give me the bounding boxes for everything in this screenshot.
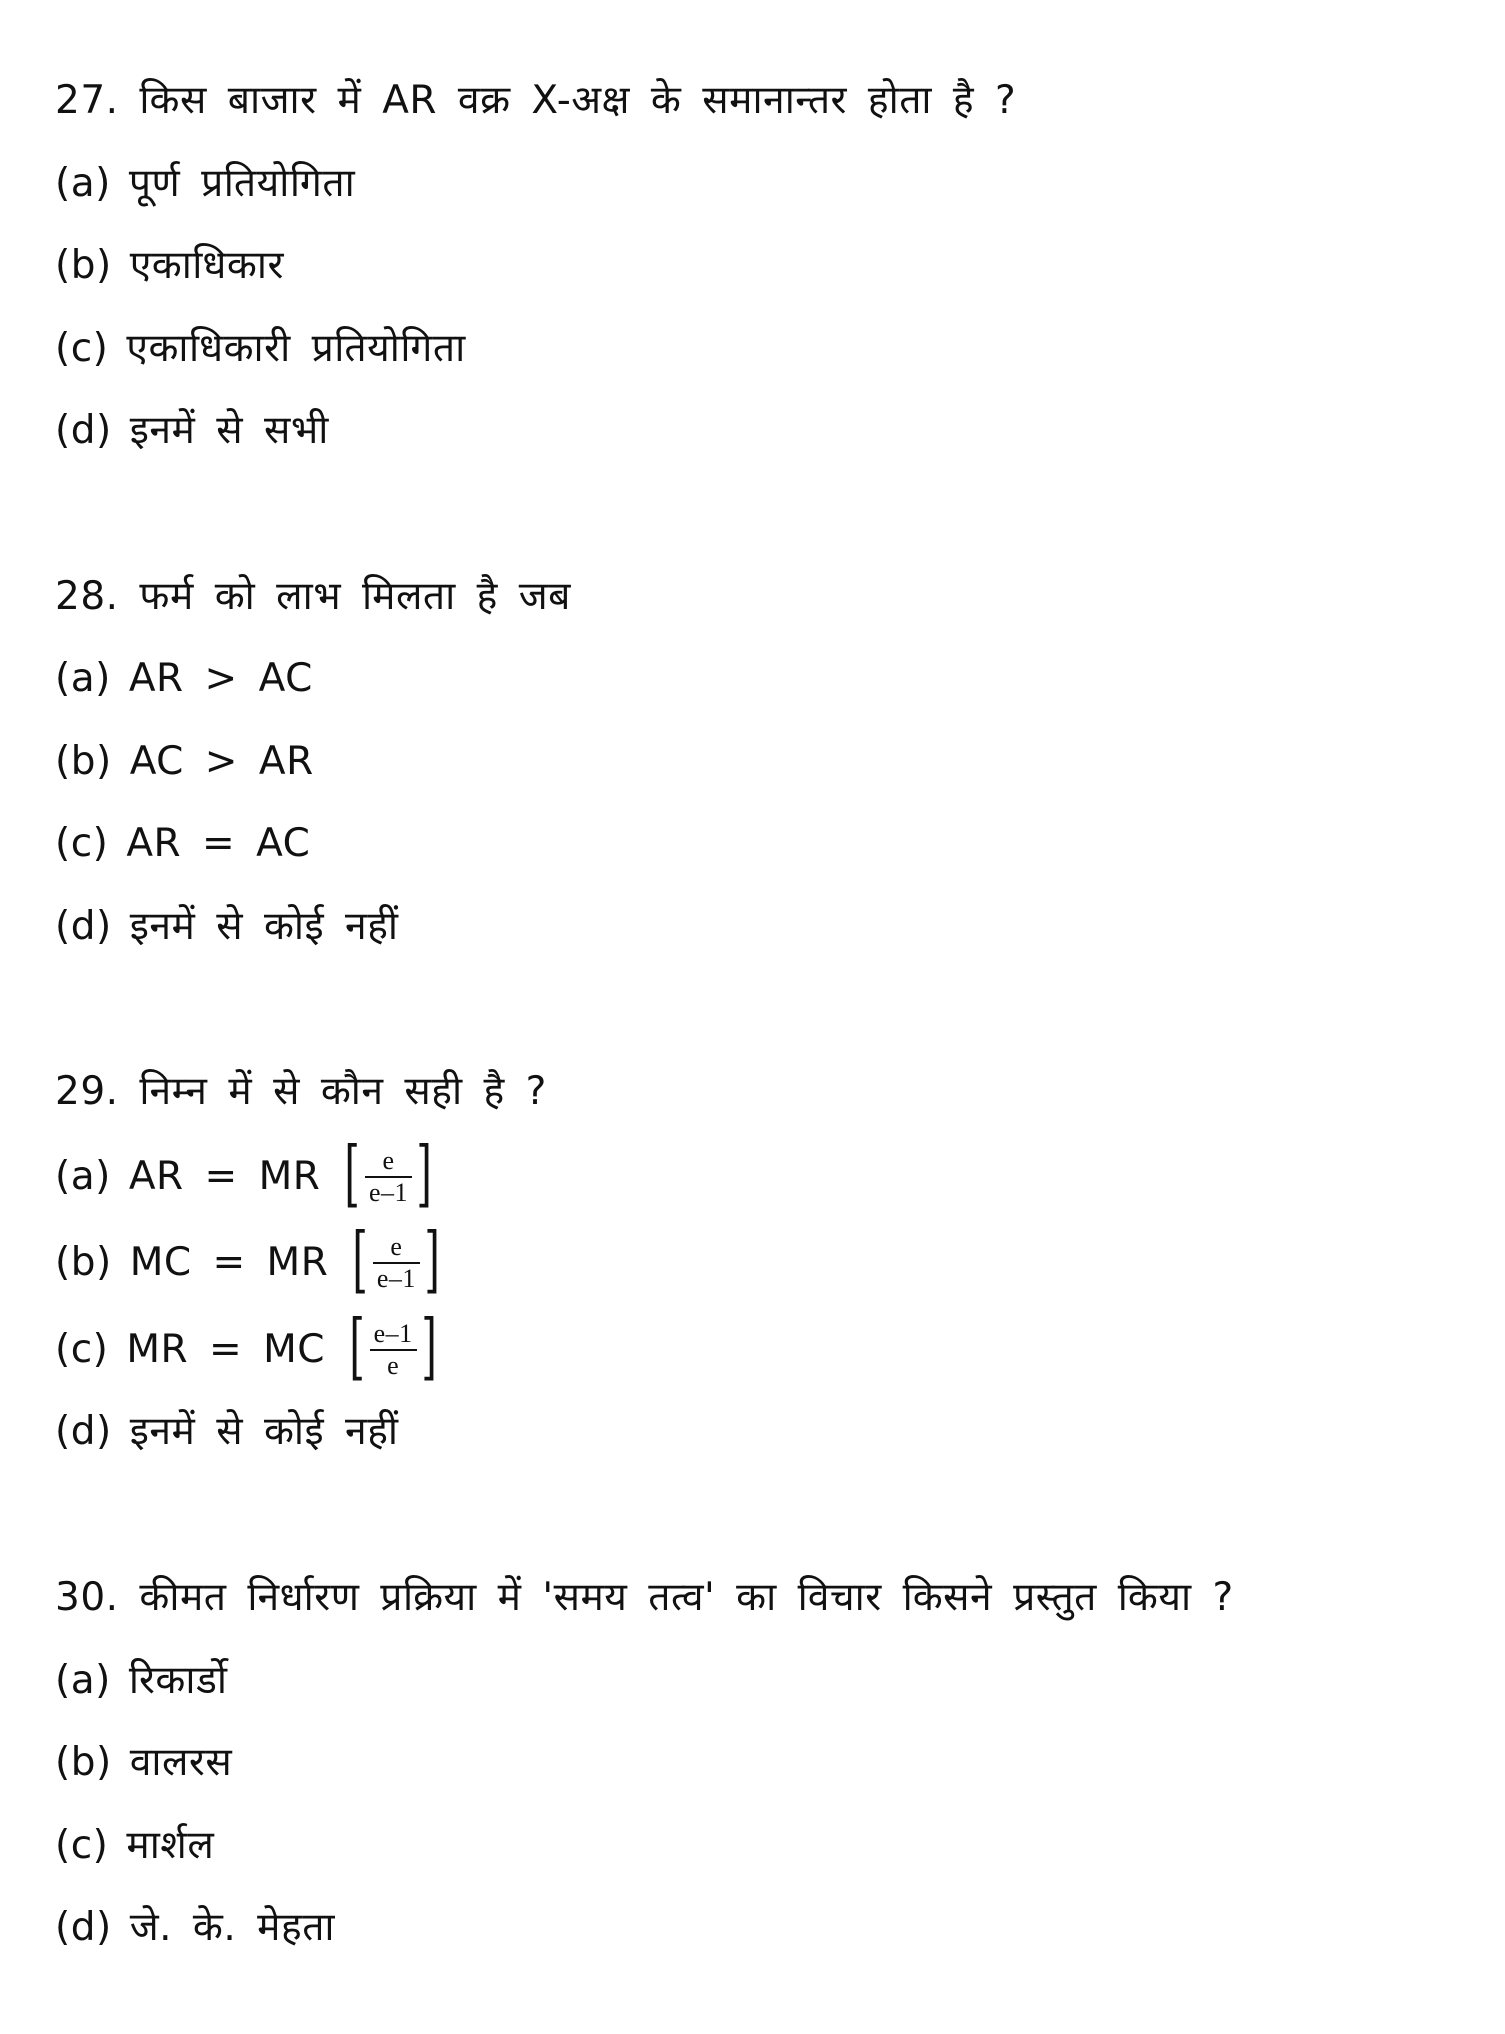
option-text: वालरस — [129, 1740, 233, 1785]
option-text: इनमें से सभी — [129, 408, 329, 453]
option-label: (b) — [55, 739, 112, 784]
right-bracket: ] — [424, 1217, 441, 1301]
option-label: (c) — [55, 326, 109, 371]
fraction-denominator: e–1 — [368, 1178, 408, 1207]
option-label: (b) — [55, 1740, 112, 1785]
q30-option-b[interactable] — [55, 1738, 232, 1788]
q30-option-d[interactable] — [55, 1903, 335, 1953]
option-label: (d) — [55, 1409, 112, 1454]
question-30-text: 30. कीमत निर्धारण प्रक्रिया में 'समय तत्व' का विचार किसने प्रस्तुत किया ? — [55, 1575, 1234, 1620]
q27-option-c[interactable] — [55, 324, 466, 374]
q28-option-c[interactable] — [55, 819, 310, 869]
option-text: इनमें से कोई नहीं — [129, 904, 399, 949]
bracketed-fraction — [338, 1131, 438, 1215]
option-label: (a) — [55, 1154, 111, 1199]
option-label: (c) — [55, 1327, 109, 1372]
fraction-numerator: e–1 — [373, 1319, 413, 1348]
option-text: जे. के. मेहता — [129, 1905, 336, 1950]
option-text: AC > AR — [129, 739, 314, 784]
q27-option-a[interactable] — [55, 159, 355, 209]
option-label: (a) — [55, 1658, 111, 1703]
option-label: (c) — [55, 1823, 109, 1868]
fraction-denominator: e — [387, 1351, 400, 1380]
option-text: AR > AC — [128, 656, 313, 701]
q28-option-d[interactable] — [55, 902, 399, 952]
bracketed-fraction — [346, 1217, 446, 1301]
fraction — [365, 1147, 412, 1207]
left-bracket: [ — [352, 1217, 369, 1301]
formula — [55, 1131, 439, 1215]
left-bracket: [ — [349, 1304, 366, 1388]
fraction-denominator: e–1 — [376, 1264, 416, 1293]
option-label: (d) — [55, 904, 112, 949]
option-text: एकाधिकारी प्रतियोगिता — [126, 326, 466, 371]
option-label: (a) — [55, 161, 111, 206]
option-text: मार्शल — [126, 1823, 215, 1868]
option-text: पूर्ण प्रतियोगिता — [128, 161, 356, 206]
option-text: एकाधिकार — [129, 243, 284, 288]
bracketed-fraction — [343, 1304, 443, 1388]
q29-option-d[interactable] — [55, 1407, 399, 1457]
right-bracket: ] — [416, 1131, 433, 1215]
q28-option-a[interactable] — [55, 654, 313, 704]
left-bracket: [ — [344, 1131, 361, 1215]
question-28-text: 28. फर्म को लाभ मिलता है जब — [55, 574, 571, 619]
q29-option-c[interactable] — [55, 1304, 443, 1388]
option-text: MC = MR — [129, 1240, 329, 1285]
option-label: (d) — [55, 1905, 112, 1950]
option-text: इनमें से कोई नहीं — [129, 1409, 399, 1454]
q29-option-b[interactable] — [55, 1217, 447, 1301]
option-label: (b) — [55, 243, 112, 288]
option-text: रिकार्डो — [128, 1658, 228, 1703]
option-text: AR = MR — [128, 1154, 321, 1199]
formula — [55, 1304, 443, 1388]
option-label: (c) — [55, 821, 109, 866]
q30-option-c[interactable] — [55, 1821, 214, 1871]
fraction — [373, 1233, 420, 1293]
fraction-numerator: e — [382, 1146, 395, 1175]
option-text: AR = AC — [126, 821, 311, 866]
q29-option-a[interactable] — [55, 1131, 439, 1215]
fraction — [370, 1320, 417, 1380]
question-27-text: 27. किस बाजार में AR वक्र X-अक्ष के समानान्तर होता है ? — [55, 78, 1017, 123]
right-bracket: ] — [421, 1304, 437, 1388]
question-29-text: 29. निम्न में से कौन सही है ? — [55, 1069, 547, 1114]
option-label: (b) — [55, 1240, 112, 1285]
option-text: MR = MC — [126, 1327, 325, 1372]
q28-option-b[interactable] — [55, 737, 314, 787]
q27-option-d[interactable] — [55, 406, 329, 456]
option-label: (a) — [55, 656, 111, 701]
fraction-numerator: e — [390, 1232, 403, 1261]
option-label: (d) — [55, 408, 112, 453]
q30-option-a[interactable] — [55, 1656, 227, 1706]
formula — [55, 1217, 447, 1301]
q27-option-b[interactable] — [55, 241, 284, 291]
